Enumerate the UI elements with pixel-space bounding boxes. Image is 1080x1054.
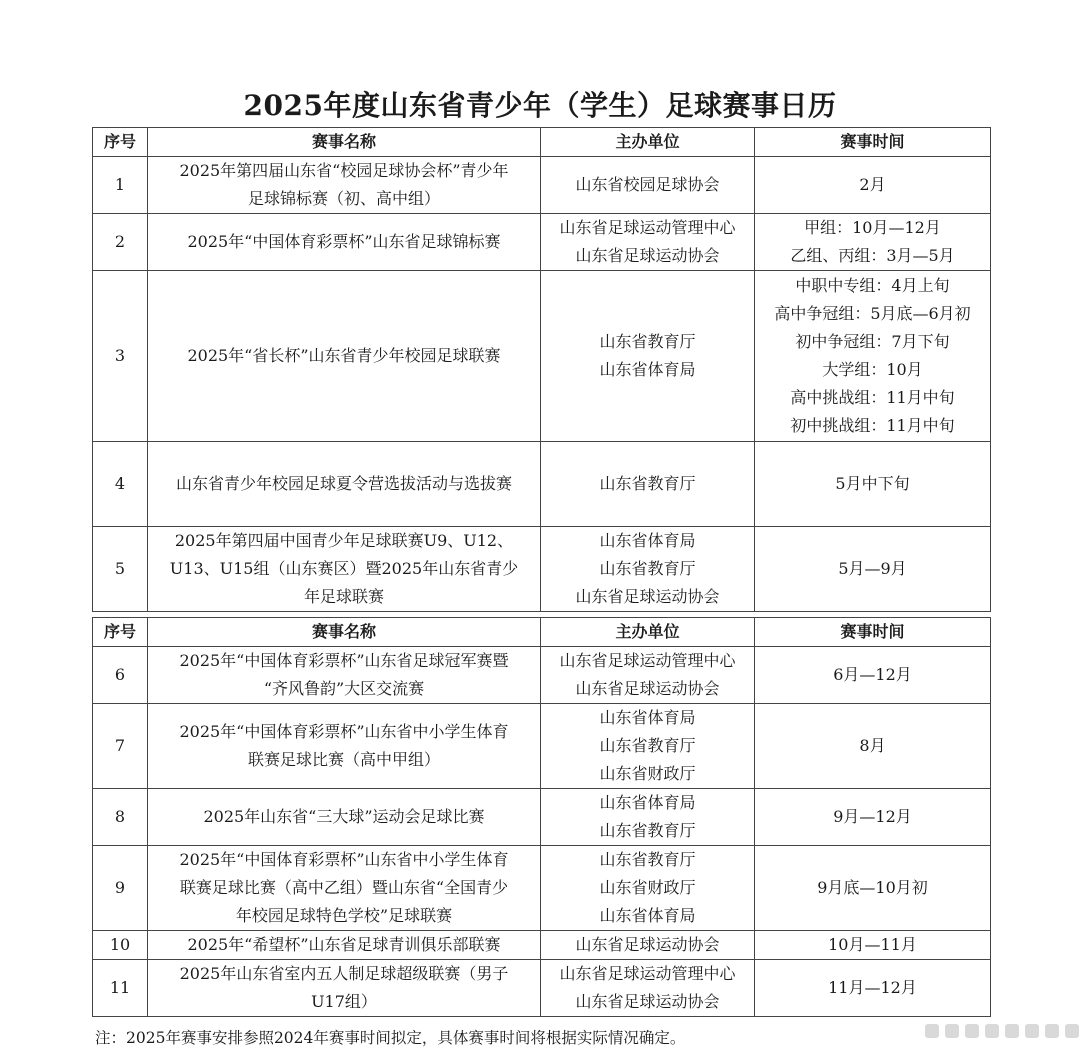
row-number: 10	[93, 931, 148, 960]
event-time-line: 初中挑战组：11月中旬	[790, 416, 955, 435]
event-calendar-table-part1	[92, 127, 991, 612]
table-header-row	[93, 618, 991, 647]
event-time-line: 高中挑战组：11月中旬	[790, 388, 955, 407]
page-title: 2025年度山东省青少年（学生）足球赛事日历	[243, 89, 837, 122]
event-name-line: 2025年山东省室内五人制足球超级联赛（男子	[179, 964, 509, 983]
event-name-cell	[148, 527, 541, 612]
event-time-cell	[755, 214, 991, 271]
event-name-line: U17组）	[311, 992, 377, 1011]
event-name-line: 联赛足球比赛（高中乙组）暨山东省“全国青少	[179, 878, 509, 897]
event-name-cell	[148, 789, 541, 846]
organizer-line: 山东省体育局	[599, 793, 696, 812]
row-number: 5	[93, 527, 148, 612]
table-row	[93, 157, 991, 214]
organizer-cell	[541, 789, 755, 846]
organizer-line: 山东省足球运动协会	[575, 992, 720, 1011]
event-name-line: 2025年“中国体育彩票杯”山东省中小学生体育	[179, 722, 509, 741]
event-name-line: 年足球联赛	[303, 587, 384, 606]
event-time-cell	[755, 527, 991, 612]
event-time-line: 10月—11月	[828, 935, 917, 954]
organizer-line: 山东省教育厅	[599, 332, 696, 351]
event-time-line: 高中争冠组：5月底—6月初	[774, 304, 971, 323]
organizer-line: 山东省足球运动协会	[575, 679, 720, 698]
event-name-line: 年校园足球特色学校”足球联赛	[235, 906, 453, 925]
row-number: 9	[93, 846, 148, 931]
organizer-cell	[541, 527, 755, 612]
header-event-name: 赛事名称	[148, 128, 541, 157]
event-name-cell	[148, 157, 541, 214]
organizer-line: 山东省足球运动管理中心	[559, 964, 736, 983]
event-time-cell	[755, 704, 991, 789]
row-number: 11	[93, 960, 148, 1017]
event-time-cell	[755, 789, 991, 846]
organizer-line: 山东省体育局	[599, 906, 696, 925]
event-time-line: 初中争冠组：7月下旬	[795, 332, 950, 351]
event-name-line: 2025年“中国体育彩票杯”山东省足球锦标赛	[187, 232, 501, 251]
organizer-line: 山东省校园足球协会	[575, 175, 720, 194]
header-no: 序号	[93, 128, 148, 157]
organizer-line: 山东省体育局	[599, 531, 696, 550]
event-time-cell	[755, 271, 991, 442]
organizer-line: 山东省财政厅	[599, 878, 696, 897]
event-time-line: 6月—12月	[833, 665, 912, 684]
event-name-line: U13、U15组（山东赛区）暨2025年山东省青少	[169, 559, 519, 578]
organizer-cell	[541, 271, 755, 442]
row-number: 2	[93, 214, 148, 271]
event-name-cell	[148, 846, 541, 931]
organizer-line: 山东省足球运动协会	[575, 935, 720, 954]
organizer-cell	[541, 704, 755, 789]
table-row	[93, 931, 991, 960]
event-time-cell	[755, 647, 991, 704]
event-time-line: 中职中专组：4月上旬	[795, 276, 950, 295]
organizer-line: 山东省教育厅	[599, 474, 696, 493]
event-name-cell	[148, 931, 541, 960]
organizer-line: 山东省足球运动协会	[575, 246, 720, 265]
event-name-cell	[148, 960, 541, 1017]
organizer-cell	[541, 846, 755, 931]
organizer-cell	[541, 214, 755, 271]
table-row	[93, 789, 991, 846]
table-row	[93, 960, 991, 1017]
organizer-cell	[541, 960, 755, 1017]
organizer-cell	[541, 647, 755, 704]
organizer-cell	[541, 157, 755, 214]
event-time-cell	[755, 931, 991, 960]
event-time-line: 2月	[859, 175, 886, 194]
event-name-cell	[148, 647, 541, 704]
organizer-line: 山东省教育厅	[599, 821, 696, 840]
event-time-line: 5月—9月	[838, 559, 907, 578]
header-event-time: 赛事时间	[755, 128, 991, 157]
row-number: 3	[93, 271, 148, 442]
event-name-cell	[148, 214, 541, 271]
event-name-line: 足球锦标赛（初、高中组）	[247, 189, 440, 208]
organizer-line: 山东省足球运动管理中心	[559, 218, 736, 237]
organizer-line: 山东省教育厅	[599, 559, 696, 578]
event-time-line: 9月—12月	[833, 807, 912, 826]
event-time-cell	[755, 442, 991, 527]
table-row	[93, 647, 991, 704]
row-number: 1	[93, 157, 148, 214]
event-time-line: 甲组：10月—12月	[804, 218, 941, 237]
table-row	[93, 442, 991, 527]
event-time-line: 大学组：10月	[822, 360, 923, 379]
table-row	[93, 846, 991, 931]
organizer-line: 山东省财政厅	[599, 764, 696, 783]
table-header-row	[93, 128, 991, 157]
event-name-cell	[148, 271, 541, 442]
organizer-line: 山东省体育局	[599, 708, 696, 727]
organizer-line: 山东省教育厅	[599, 736, 696, 755]
event-name-line: 2025年山东省“三大球”运动会足球比赛	[203, 807, 485, 826]
event-time-line: 乙组、丙组：3月—5月	[790, 246, 955, 265]
event-time-line: 11月—12月	[828, 978, 917, 997]
event-time-line: 9月底—10月初	[817, 878, 928, 897]
table-row	[93, 271, 991, 442]
event-name-line: 2025年第四届中国青少年足球联赛U9、U12、	[174, 531, 514, 550]
row-number: 4	[93, 442, 148, 527]
organizer-line: 山东省足球运动协会	[575, 587, 720, 606]
header-organizer: 主办单位	[541, 618, 755, 647]
event-name-cell	[148, 704, 541, 789]
header-no: 序号	[93, 618, 148, 647]
event-time-cell	[755, 846, 991, 931]
table-row	[93, 527, 991, 612]
event-name-line: 山东省青少年校园足球夏令营选拔活动与选拔赛	[175, 474, 512, 493]
row-number: 6	[93, 647, 148, 704]
header-event-name: 赛事名称	[148, 618, 541, 647]
event-time-line: 5月中下旬	[835, 474, 910, 493]
table-row	[93, 214, 991, 271]
row-number: 8	[93, 789, 148, 846]
header-event-time: 赛事时间	[755, 618, 991, 647]
watermark	[925, 1024, 1079, 1038]
table-row	[93, 704, 991, 789]
event-name-line: 2025年“省长杯”山东省青少年校园足球联赛	[187, 346, 501, 365]
organizer-cell	[541, 931, 755, 960]
event-name-line: “齐风鲁韵”大区交流赛	[263, 679, 425, 698]
organizer-line: 山东省体育局	[599, 360, 696, 379]
event-name-line: 2025年“希望杯”山东省足球青训俱乐部联赛	[187, 935, 501, 954]
event-name-line: 2025年“中国体育彩票杯”山东省足球冠军赛暨	[179, 651, 509, 670]
event-name-line: 联赛足球比赛（高中甲组）	[247, 750, 440, 769]
organizer-line: 山东省足球运动管理中心	[559, 651, 736, 670]
footnote: 注：2025年赛事安排参照2024年赛事时间拟定，具体赛事时间将根据实际情况确定。	[95, 1029, 686, 1047]
organizer-line: 山东省教育厅	[599, 850, 696, 869]
event-time-cell	[755, 157, 991, 214]
header-organizer: 主办单位	[541, 128, 755, 157]
event-name-line: 2025年第四届山东省“校园足球协会杯”青少年	[179, 161, 509, 180]
event-name-line: 2025年“中国体育彩票杯”山东省中小学生体育	[179, 850, 509, 869]
event-calendar-table-part2	[92, 617, 991, 1017]
event-name-cell	[148, 442, 541, 527]
event-time-cell	[755, 960, 991, 1017]
event-time-line: 8月	[859, 736, 886, 755]
row-number: 7	[93, 704, 148, 789]
organizer-cell	[541, 442, 755, 527]
